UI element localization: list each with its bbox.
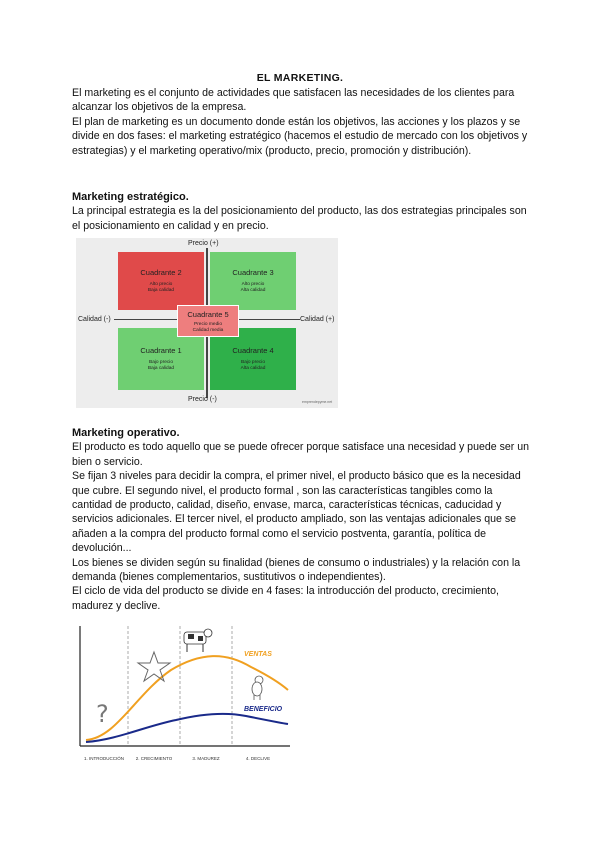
quadrant-1 <box>118 328 204 390</box>
quadrant-5-line2: Calidad media <box>192 328 224 333</box>
quadrant-3-title: Cuadrante 3 <box>232 268 274 277</box>
axis-label-top: Precio (+) <box>188 240 219 247</box>
quadrant-2-title: Cuadrante 2 <box>140 268 182 277</box>
operativo-paragraph-4: El ciclo de vida del producto se divide en 4 fases: la introducción del producto, crecimiento, madurez y declive. <box>72 585 499 612</box>
intro-paragraph-2: El plan de marketing es un documento donde están los objetivos, las acciones y los plazos y se divide en dos fases: el marketing estratégico (hacemos el estudio de mercado con los objetivos y estrategias) y el marketing operativo/mix (producto, precio, promoción y distribución). <box>72 115 528 157</box>
intro-paragraph-1: El marketing es el conjunto de actividades que satisfacen las necesidades de los clientes para alcanzar los objetivos de la empresa. <box>72 87 515 114</box>
estrategico-text: La principal estrategia es la del posicionamiento del producto, las dos estrategias principales son el posicionamiento en calidad y en precio. <box>72 205 527 232</box>
quadrant-5-line1: Precio medio <box>194 322 222 327</box>
quadrant-4-title: Cuadrante 4 <box>232 346 274 355</box>
quadrant-1-line2: Baja calidad <box>147 366 175 371</box>
beneficio-curve <box>86 714 288 742</box>
page-title: EL MARKETING. <box>256 72 344 84</box>
quadrant-2-line2: Baja calidad <box>147 288 175 293</box>
quadrant-2-line1: Alto precio <box>149 282 173 287</box>
quadrant-2 <box>118 252 204 310</box>
axis-label-left: Calidad (-) <box>78 316 111 323</box>
operativo-paragraph-1: El producto es todo aquello que se puede ofrecer porque satisface una necesidad y puede ser un bien o servicio. <box>72 441 530 468</box>
phase-label: 3. MADUREZ <box>192 756 220 761</box>
phase-label: 1. INTRODUCCIÓN <box>83 756 125 761</box>
positioning-matrix <box>76 238 338 408</box>
quadrant-3-line1: Alto precio <box>241 282 265 287</box>
quadrant-4 <box>210 328 296 390</box>
quadrant-1-line1: Bajo precio <box>149 360 173 365</box>
quadrant-4-line2: Alta calidad <box>240 366 266 371</box>
figure-credit: emprendepyme.net <box>302 400 333 404</box>
operativo-paragraph-3: Los bienes se dividen según su finalidad (bienes de consumo o industriales) y la relación con la demanda (bienes complementarios, sustitutivos o independientes). <box>72 556 521 584</box>
quadrant-5 <box>177 305 239 337</box>
axis-label-right: Calidad (+) <box>300 316 335 323</box>
estrategico-heading: Marketing estratégico. <box>72 191 189 203</box>
quadrant-3-line2: Alta calidad <box>240 288 266 293</box>
dog-icon <box>252 676 263 700</box>
beneficio-label: BENEFICIO <box>244 706 283 713</box>
lifecycle-figure <box>76 622 296 772</box>
ventas-curve <box>86 656 288 740</box>
quadrant-4-line1: Bajo precio <box>241 360 265 365</box>
estrategico-section <box>72 190 532 233</box>
operativo-heading: Marketing operativo. <box>72 427 180 439</box>
star-icon <box>138 652 170 681</box>
question-mark-icon: ? <box>96 700 109 728</box>
quadrant-1-title: Cuadrante 1 <box>140 346 182 355</box>
ventas-label: VENTAS <box>244 651 272 658</box>
phase-label: 4. DECLIVE <box>245 756 271 761</box>
quadrant-5-title: Cuadrante 5 <box>187 310 229 319</box>
intro-section <box>72 86 532 158</box>
cow-icon <box>184 629 212 652</box>
operativo-section <box>72 426 532 613</box>
axis-label-bottom: Precio (-) <box>188 396 217 403</box>
operativo-paragraph-2: Se fijan 3 niveles para decidir la compra, el primer nivel, el producto básico que es la necesidad que cubre. El segundo nivel, el producto formal , son las características tangibles como la cantidad de producto, calidad, diseño, envase, marca, características técnicas, caducidad y servicios adicionales. El tercer nivel, el producto ampliado, son las ventajas adicionales que se añaden a la compra del producto formal como el servicio postventa, garantía, política de devolución... <box>72 470 521 555</box>
phase-label: 2. CRECIMIENTO <box>135 756 173 761</box>
quadrant-3 <box>210 252 296 310</box>
